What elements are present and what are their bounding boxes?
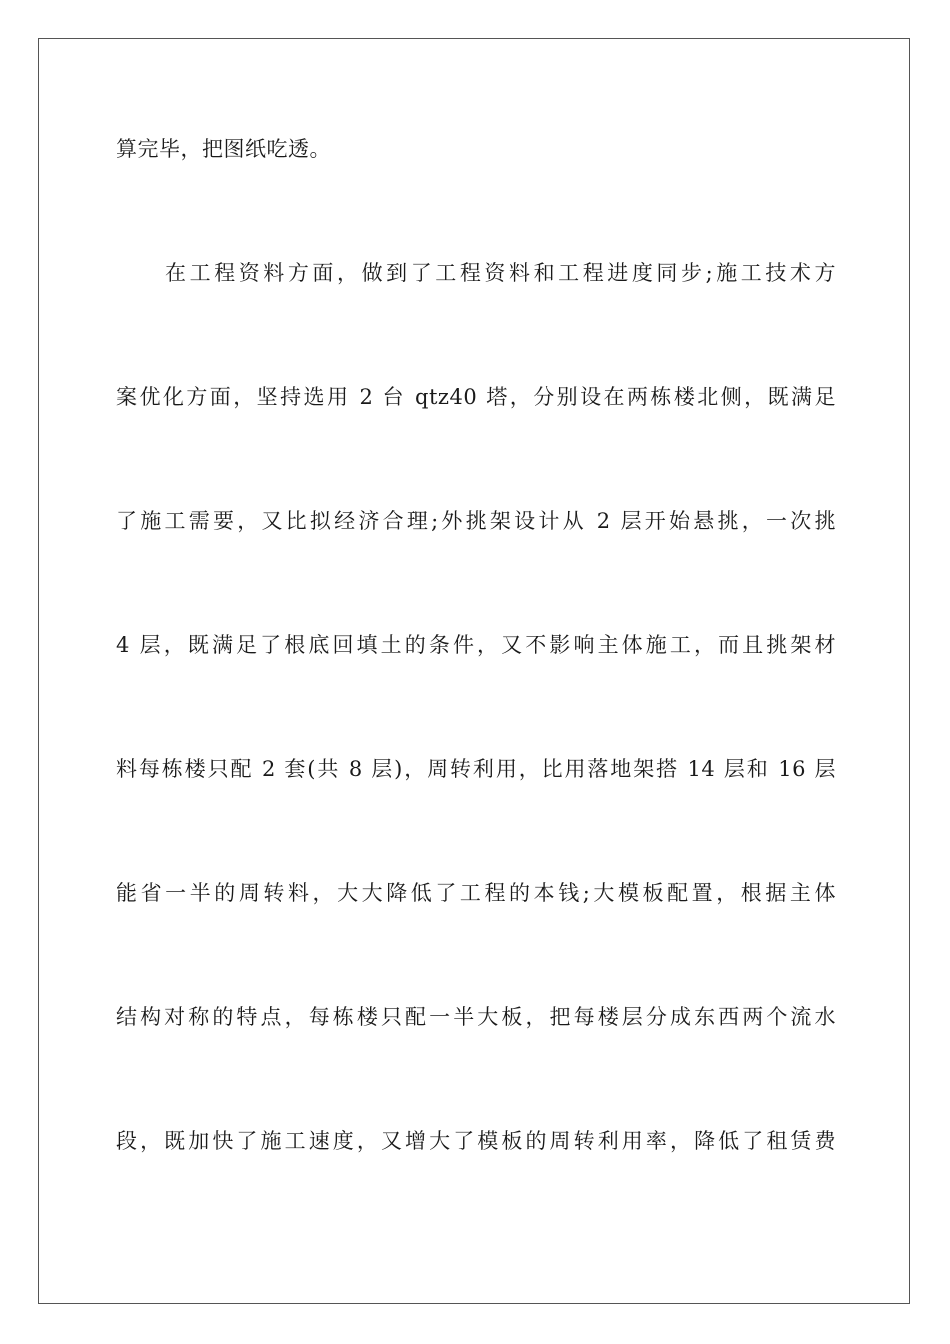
page-border bbox=[38, 38, 910, 1304]
text-line: 结构对称的特点，每栋楼只配一半大板，把每楼层分成东西两个流水 bbox=[116, 1005, 836, 1029]
paragraph-start-line: 在工程资料方面，做到了工程资料和工程进度同步;施工技术方 bbox=[165, 261, 836, 285]
text-line: 能省一半的周转料，大大降低了工程的本钱;大模板配置，根据主体 bbox=[116, 881, 836, 905]
text-line: 了施工需要，又比拟经济合理;外挑架设计从 2 层开始悬挑，一次挑 bbox=[116, 509, 836, 533]
text-line: 4 层，既满足了根底回填土的条件，又不影响主体施工，而且挑架材 bbox=[116, 633, 836, 657]
text-line: 料每栋楼只配 2 套(共 8 层)，周转利用，比用落地架搭 14 层和 16 层 bbox=[116, 757, 836, 781]
text-line: 案优化方面，坚持选用 2 台 qtz40 塔，分别设在两栋楼北侧，既满足 bbox=[116, 385, 836, 409]
text-line: 算完毕，把图纸吃透。 bbox=[116, 137, 331, 161]
text-line: 段，既加快了施工速度，又增大了模板的周转利用率，降低了租赁费 bbox=[116, 1129, 836, 1153]
